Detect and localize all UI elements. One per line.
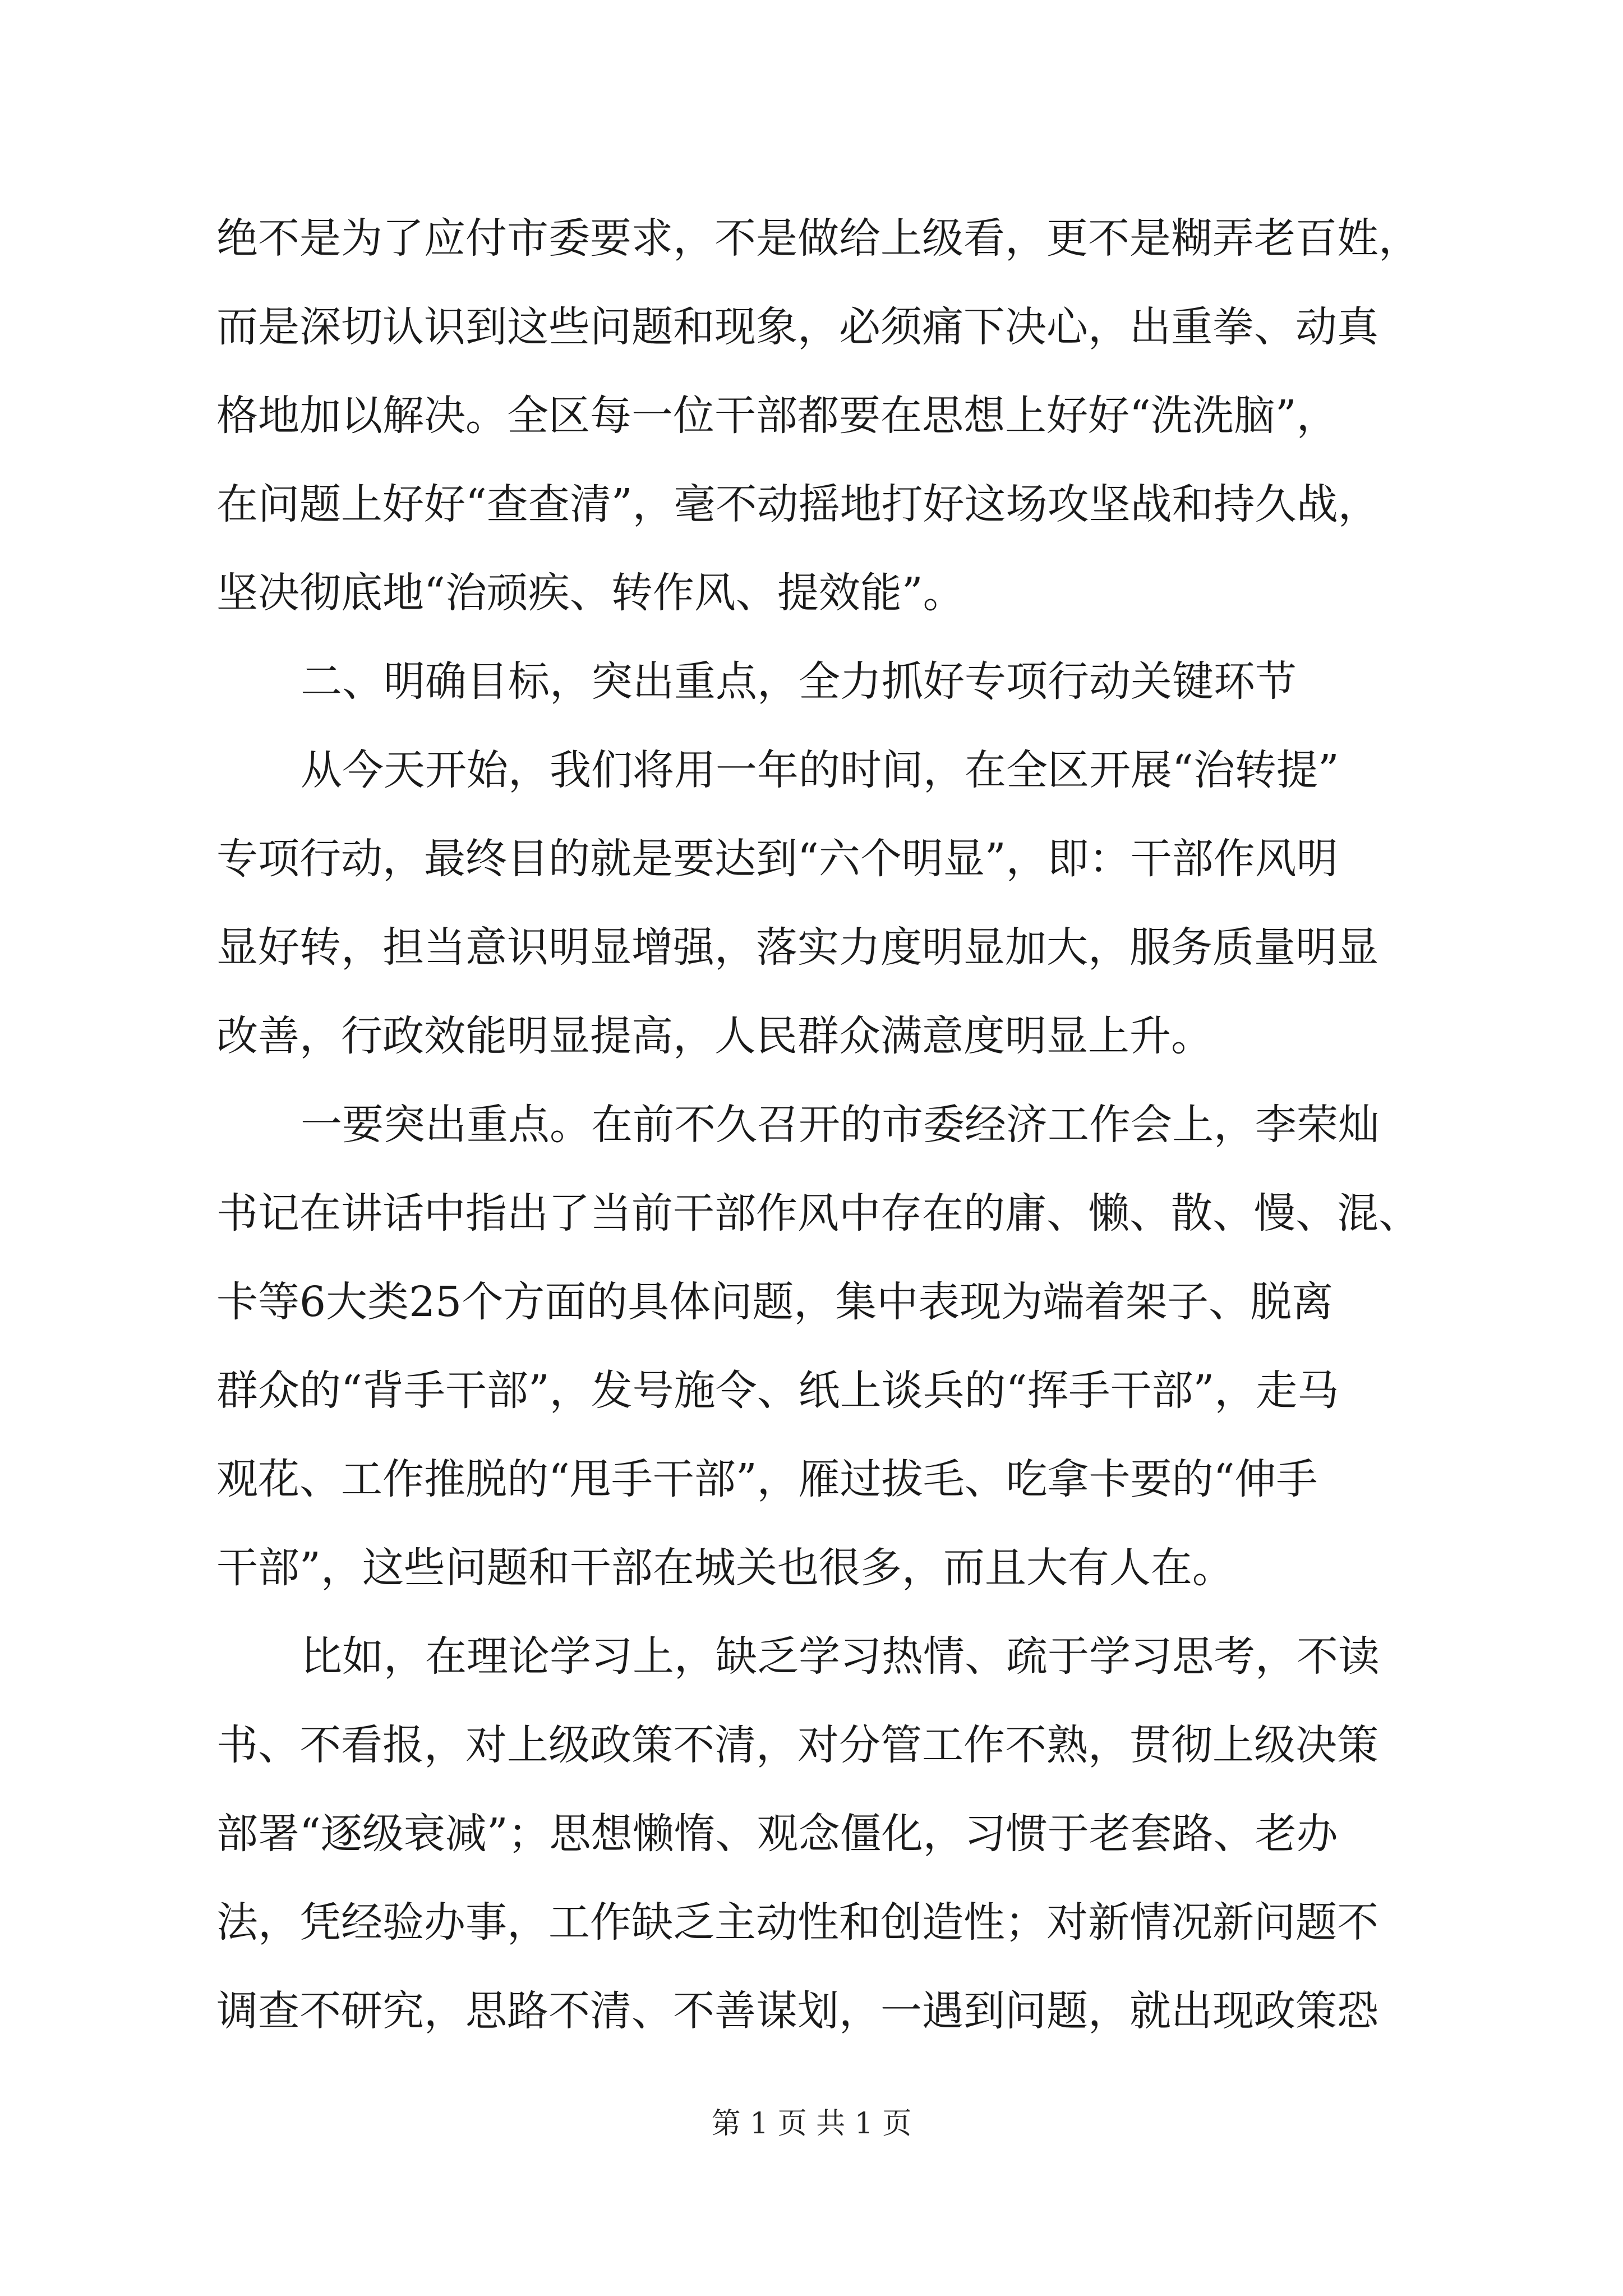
text-line: 法，凭经验办事，工作缺乏主动性和创造性；对新情况新问题不 (216, 1898, 1378, 1947)
text-line: 改善，行政效能明显提高，人民群众满意度明显上升。 (216, 1012, 1212, 1060)
text-line: 一要突出重点。在前不久召开的市委经济工作会上，李荣灿 (301, 1101, 1380, 1149)
text-line: 坚决彻底地“治顽疾、转作风、提效能”。 (216, 569, 965, 617)
text-line: 书、不看报，对上级政策不清，对分管工作不熟，贯彻上级决策 (216, 1721, 1378, 1769)
text-line: 部署“逐级衰减”；思想懒惰、观念僵化，习惯于老套路、老办 (216, 1810, 1338, 1858)
text-line: 显好转，担当意识明显增强，落实力度明显加大，服务质量明显 (216, 923, 1378, 972)
text-line: 观花、工作推脱的“甩手干部”，雁过拔毛、吃拿卡要的“伸手 (216, 1455, 1318, 1503)
paragraph-1 (216, 214, 1420, 617)
text-line: 比如，在理论学习上，缺乏学习热情、疏于学习思考，不读 (301, 1632, 1380, 1681)
paragraph-3 (216, 746, 1417, 1060)
text-line: 群众的“背手干部”，发号施令、纸上谈兵的“挥手干部”，走马 (216, 1366, 1339, 1415)
heading-line: 二、明确目标，突出重点，全力抓好专项行动关键环节 (301, 657, 1297, 706)
text-line: 从今天开始，我们将用一年的时间，在全区开展“治转提” (301, 746, 1339, 794)
text-line: 绝不是为了应付市委要求，不是做给上级看，更不是糊弄老百姓， (216, 214, 1420, 263)
text-line: 调查不研究，思路不清、不善谋划，一遇到问题，就出现政策恐 (216, 1987, 1378, 2035)
text-line: 卡等6大类25个方面的具体问题，集中表现为端着架子、脱离 (216, 1278, 1334, 1326)
document-body (216, 214, 1420, 2035)
text-line: 而是深切认识到这些问题和现象，必须痛下决心，出重拳、动真 (216, 303, 1378, 351)
section-heading (216, 657, 1417, 706)
text-line: 专项行动，最终目的就是要达到“六个明显”，即：干部作风明 (216, 835, 1338, 883)
text-line: 格地加以解决。全区每一位干部都要在思想上好好“洗洗脑”， (216, 392, 1338, 440)
text-line: 书记在讲话中指出了当前干部作风中存在的庸、懒、散、慢、混、 (216, 1189, 1420, 1237)
paragraph-5 (216, 1632, 1417, 2035)
page-number-footer: 第 1 页 共 1 页 (711, 2107, 912, 2141)
paragraph-4 (216, 1101, 1420, 1592)
text-line: 在问题上好好“查查清”，毫不动摇地打好这场攻坚战和持久战， (216, 480, 1380, 528)
text-line: 干部”，这些问题和干部在城关也很多，而且大有人在。 (216, 1544, 1234, 1592)
